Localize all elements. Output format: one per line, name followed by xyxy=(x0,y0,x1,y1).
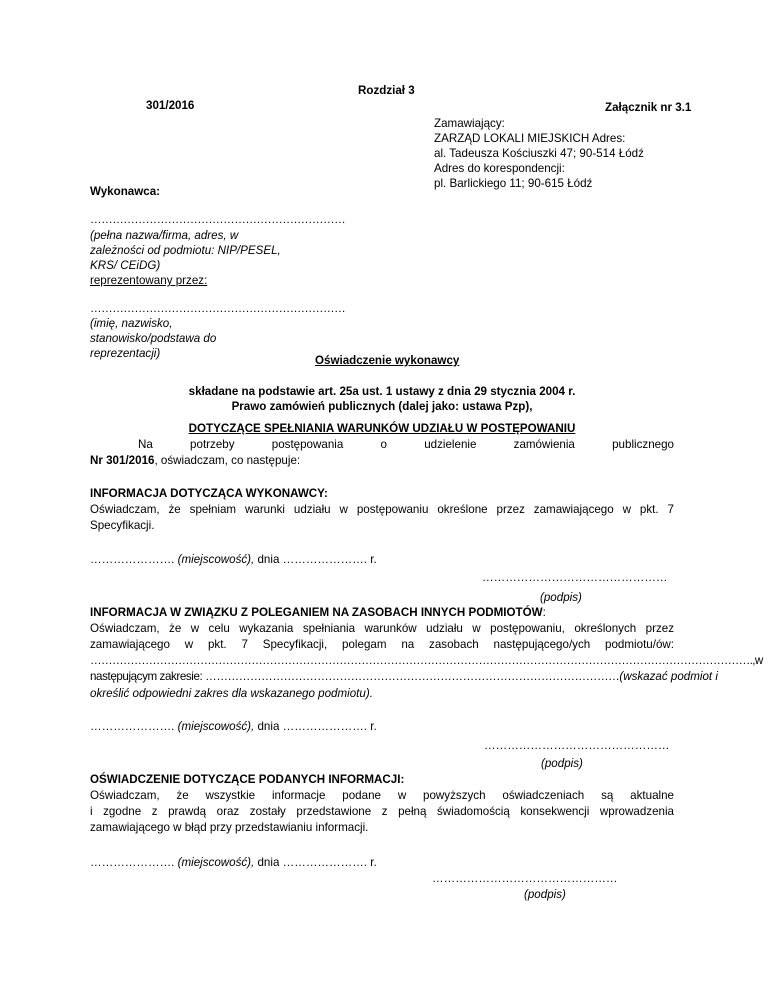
scope-field[interactable]: następującym zakresie: ………………………………………………………………………………………………… xyxy=(90,670,620,683)
intro-line-2 xyxy=(90,453,300,469)
representative-hint-line: stanowisko/podstawa do xyxy=(90,332,217,345)
place-field[interactable]: …………………. xyxy=(90,856,178,869)
section-text-line: zamawiającego w błąd przy przedstawianiu informacji. xyxy=(90,821,369,834)
contractor-hint-line: KRS/ CEiDG) xyxy=(90,259,161,272)
legal-basis-line: składane na podstawie art. 25a ust. 1 ustawy z dnia 29 stycznia 2004 r. xyxy=(188,385,576,398)
place-label: (miejscowość), xyxy=(177,720,255,733)
intro-rest: , oświadczam, co następuje: xyxy=(154,454,301,467)
signature-field[interactable]: ………………………………………… xyxy=(484,739,670,752)
contracting-authority-address: al. Tadeusza Kościuszki 47; 90-514 Łódź xyxy=(434,147,644,160)
place-field[interactable]: …………………. xyxy=(90,553,178,566)
place-field[interactable]: …………………. xyxy=(90,720,178,733)
representative-hint-line: (imię, nazwisko, xyxy=(90,317,173,330)
subject-heading: DOTYCZĄCE SPEŁNIANIA WARUNKÓW UDZIAŁU W POSTĘPOWANIU xyxy=(188,422,576,435)
section-text-line: Oświadczam, że wszystkie informacje podane w powyższych oświadczeniach są aktualne xyxy=(90,789,674,802)
place-label: (miejscowość), xyxy=(177,856,255,869)
section-heading-colon: : xyxy=(542,606,546,619)
signature-field[interactable]: ………………………………………… xyxy=(432,872,618,885)
section-text-line: i zgodne z prawdą oraz zostały przedstawione z pełną świadomością konsekwencji wprowadzenia xyxy=(90,805,674,818)
contractor-hint-line: (pełna nazwa/firma, adres, w xyxy=(90,229,239,242)
section-heading-other-entities xyxy=(90,605,546,621)
contractor-hint-line: zależności od podmiotu: NIP/PESEL, xyxy=(90,244,281,257)
intro-line: Na potrzeby postępowania o udzielenie zamówienia publicznego xyxy=(138,438,674,451)
scope-hint: (wskazać podmiot i xyxy=(619,670,718,683)
represented-by-label: reprezentowany przez: xyxy=(90,274,208,287)
contractor-name-field[interactable]: …………………………………………………………… xyxy=(90,213,346,226)
place-date-line xyxy=(90,552,377,568)
representative-hint-line: reprezentacji) xyxy=(90,347,161,360)
contractor-label: Wykonawca: xyxy=(90,185,161,198)
date-field[interactable]: dnia …………………. r. xyxy=(254,856,377,869)
signature-label: (podpis) xyxy=(524,888,566,901)
place-date-line xyxy=(90,719,377,735)
date-field[interactable]: dnia …………………. r. xyxy=(254,720,377,733)
representative-field[interactable]: …………………………………………………………… xyxy=(90,302,346,315)
signature-field[interactable]: ………………………………………… xyxy=(482,571,668,584)
correspondence-label: Adres do korespondencji: xyxy=(434,162,565,175)
document-title: Oświadczenie wykonawcy xyxy=(315,354,460,367)
annex-number: Załącznik nr 3.1 xyxy=(605,101,692,114)
contracting-authority-label: Zamawiający: xyxy=(434,117,505,130)
date-field[interactable]: dnia …………………. r. xyxy=(254,553,377,566)
section-text-line: Oświadczam, że w celu wykazania spełniania warunków udziału w postępowaniu, określonych przez xyxy=(90,622,674,635)
section-text-line: Specyfikacji. xyxy=(90,519,155,532)
section-text-line xyxy=(90,669,718,685)
chapter-heading: Rozdział 3 xyxy=(358,84,415,97)
signature-label: (podpis) xyxy=(541,757,583,770)
section-text-line: zamawiającego w pkt. 7 Specyfikacji, polegam na zasobach następującego/ych podmiotu/ów: xyxy=(90,638,674,651)
entities-field[interactable]: ………………………………………………………………………………………………………………………………………………………………., xyxy=(90,654,755,667)
text-fragment: w xyxy=(754,654,764,667)
section-heading-information-statement: OŚWIADCZENIE DOTYCZĄCE PODANYCH INFORMACJI: xyxy=(90,773,405,786)
signature-label: (podpis) xyxy=(540,591,582,604)
section-heading-contractor-info: INFORMACJA DOTYCZĄCA WYKONAWCY: xyxy=(90,487,328,500)
scope-hint-cont: określić odpowiedni zakres dla wskazanego podmiotu). xyxy=(90,687,373,700)
section-heading-text: INFORMACJA W ZWIĄZKU Z POLEGANIEM NA ZASOBACH INNYCH PODMIOTÓW xyxy=(90,606,543,619)
place-date-line xyxy=(90,855,377,871)
contracting-authority-name: ZARZĄD LOKALI MIEJSKICH Adres: xyxy=(434,132,626,145)
correspondence-address: pl. Barlickiego 11; 90-615 Łódź xyxy=(434,177,593,190)
section-text-line xyxy=(90,653,764,669)
section-text-line: Oświadczam, że spełniam warunki udziału w postępowaniu określone przez zamawiającego w pkt. 7 xyxy=(90,503,674,516)
case-number: 301/2016 xyxy=(146,99,195,112)
legal-basis-line: Prawo zamówień publicznych (dalej jako: ustawa Pzp), xyxy=(231,400,533,413)
procurement-number: Nr 301/2016 xyxy=(90,454,155,467)
place-label: (miejscowość), xyxy=(177,553,255,566)
